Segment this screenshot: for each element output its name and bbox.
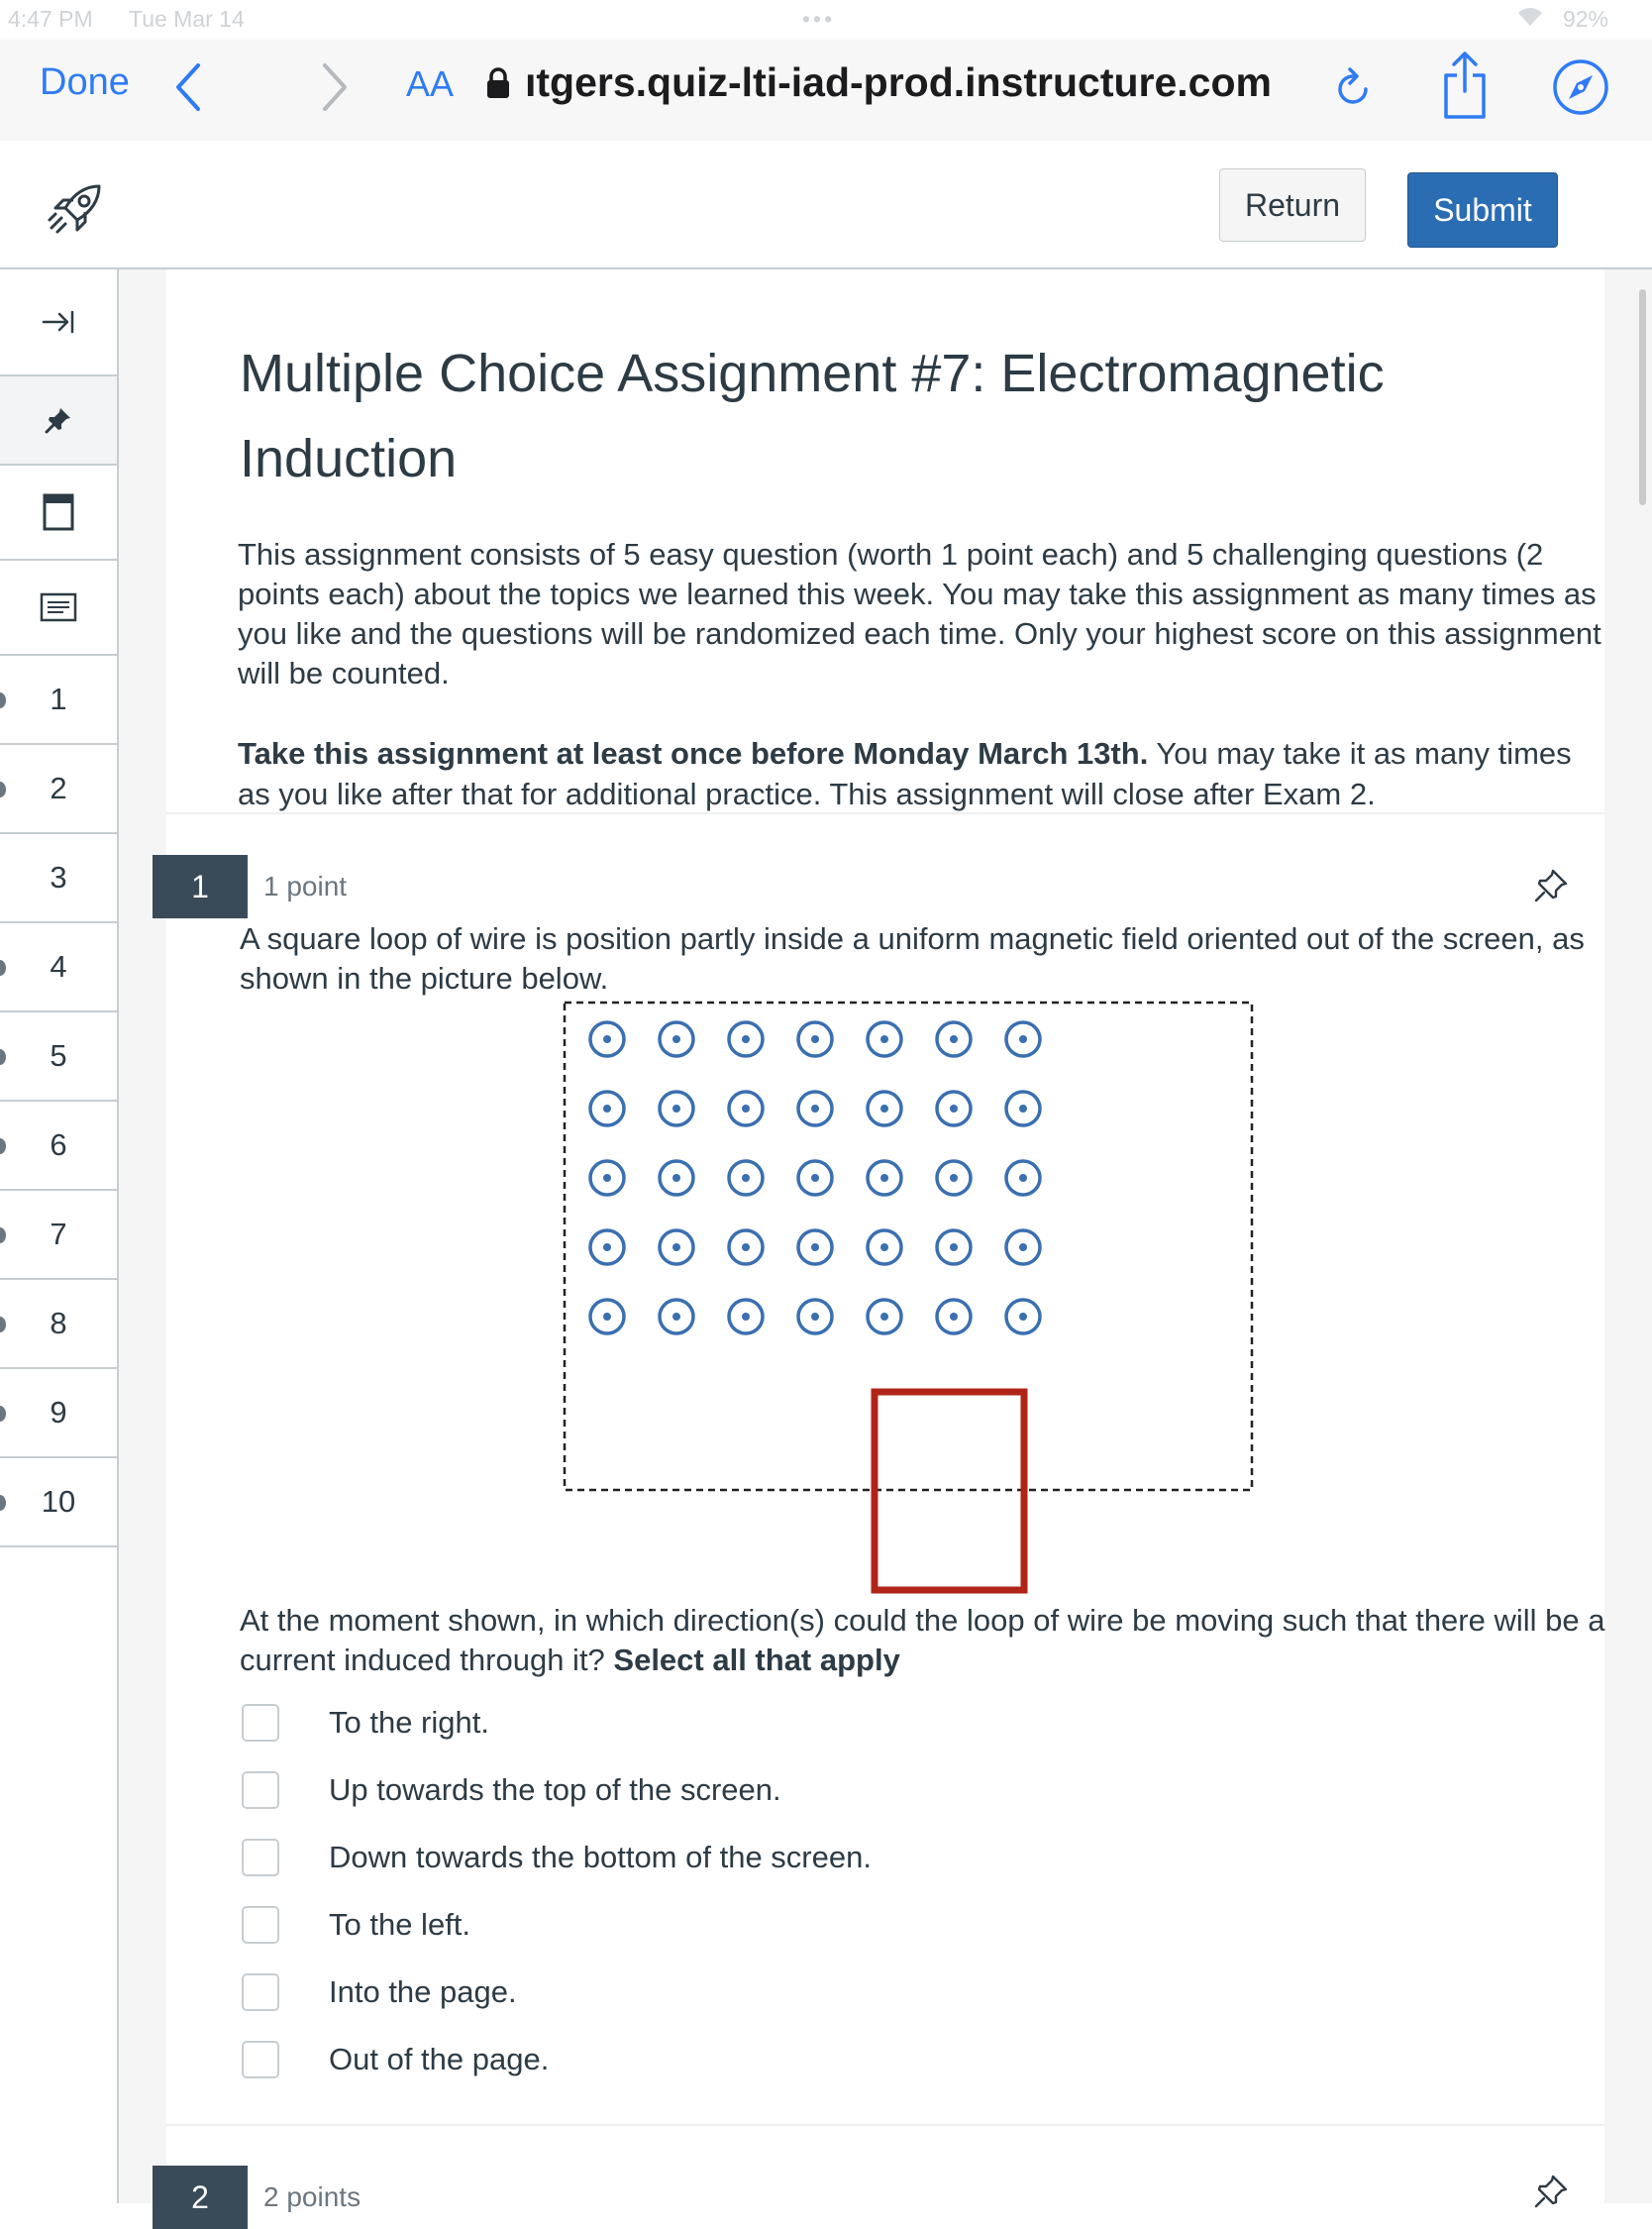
- answer-option[interactable]: [242, 2040, 549, 2079]
- field-out-of-page-symbol: [590, 1161, 624, 1195]
- quiz-header-bar: [0, 141, 1652, 269]
- field-out-of-page-symbol: [798, 1022, 832, 1056]
- sidebar-question-10[interactable]: [0, 1458, 117, 1547]
- field-out-of-page-symbol: [660, 1161, 693, 1195]
- section-divider: [166, 812, 1604, 814]
- answer-option[interactable]: [242, 1703, 489, 1743]
- sidebar-question-6[interactable]: [0, 1102, 117, 1191]
- field-out-of-page-symbol: [937, 1230, 971, 1264]
- browser-toolbar: [0, 40, 1652, 143]
- question-status-marker: [0, 1495, 6, 1511]
- option-label: To the left.: [329, 1907, 471, 1942]
- question-number: 2: [50, 771, 67, 805]
- question-status-marker: [0, 1227, 6, 1243]
- content-gutter: [1604, 269, 1652, 2203]
- option-checkbox[interactable]: [242, 1839, 279, 1876]
- sidebar-question-8[interactable]: [0, 1280, 117, 1369]
- option-checkbox[interactable]: [242, 1973, 279, 2011]
- sidebar-question-7[interactable]: [0, 1191, 117, 1280]
- option-label: To the right.: [329, 1705, 489, 1740]
- question-text: A square loop of wire is position partly inside a uniform magnetic field oriented out of the screen, as shown in the picture below.: [240, 921, 1585, 996]
- address-bar[interactable]: ıtgers.quiz-lti-iad-prod.instructure.com: [525, 59, 1272, 105]
- question-status-marker: [0, 1317, 6, 1332]
- pin-question-icon[interactable]: [1533, 2174, 1569, 2214]
- forward-arrow-icon[interactable]: [315, 57, 355, 122]
- field-out-of-page-symbol: [729, 1230, 763, 1264]
- status-bar: [0, 0, 1652, 40]
- sidebar-notes-button[interactable]: [0, 561, 117, 656]
- battery-level: 92%: [1562, 6, 1608, 32]
- option-label: Into the page.: [329, 1974, 517, 2009]
- question-number: 3: [50, 860, 67, 895]
- field-out-of-page-symbol: [729, 1300, 763, 1333]
- question-number: 6: [50, 1127, 67, 1162]
- field-out-of-page-symbol: [590, 1230, 624, 1264]
- option-checkbox[interactable]: [242, 1771, 279, 1809]
- field-out-of-page-symbol: [660, 1022, 693, 1056]
- option-label: Up towards the top of the screen.: [329, 1772, 781, 1807]
- text-size-button[interactable]: AA: [406, 63, 455, 104]
- field-out-of-page-symbol: [798, 1092, 832, 1125]
- assignment-instructions: This assignment consists of 5 easy question (worth 1 point each) and 5 challenging questions (2 points each) about the topics we learned this week. You may take this assignment as many times as you like and the questions will be randomized each time. Only your highest score on this assignment will be counted.: [238, 537, 1601, 690]
- field-out-of-page-symbol: [868, 1092, 901, 1125]
- field-out-of-page-symbol: [937, 1092, 971, 1125]
- sidebar-question-5[interactable]: [0, 1012, 117, 1102]
- question-status-marker: [0, 1406, 6, 1422]
- question-number: 8: [50, 1306, 67, 1340]
- field-out-of-page-symbol: [868, 1300, 901, 1333]
- question-number: 10: [41, 1484, 76, 1519]
- question-number-badge: 1: [153, 855, 248, 918]
- field-out-of-page-symbol: [937, 1300, 971, 1333]
- option-label: Out of the page.: [329, 2042, 550, 2076]
- field-out-of-page-symbol: [590, 1092, 624, 1125]
- multitasking-dots[interactable]: •••: [802, 6, 836, 32]
- assignment-deadline-note: [238, 733, 1604, 814]
- wifi-icon: [1515, 4, 1545, 34]
- question-prompt: [240, 1601, 1616, 1680]
- prompt-text: At the moment shown, in which direction(s) could the loop of wire be moving such that there will be a current induced through it?: [240, 1603, 1605, 1677]
- field-out-of-page-symbol: [660, 1230, 693, 1264]
- collapse-icon: [42, 310, 75, 334]
- share-icon[interactable]: [1440, 48, 1490, 126]
- question-status-marker: [0, 1049, 6, 1065]
- question-status-marker: [0, 692, 6, 708]
- field-out-of-page-symbol: [729, 1092, 763, 1125]
- calculator-icon: [43, 493, 74, 531]
- notes-icon: [40, 592, 77, 622]
- sidebar-question-4[interactable]: [0, 923, 117, 1012]
- points-label: 1 point: [263, 871, 348, 902]
- field-out-of-page-symbol: [729, 1161, 763, 1195]
- field-out-of-page-symbol: [590, 1022, 624, 1056]
- deadline-detail: You may take it as many times as you like after that for additional practice. This assignment will close after Exam 2.: [238, 736, 1572, 811]
- field-out-of-page-symbol: [660, 1092, 693, 1125]
- reload-icon[interactable]: [1332, 63, 1376, 118]
- section-divider: [166, 2124, 1604, 2126]
- question-number: 5: [50, 1038, 67, 1073]
- sidebar-question-3[interactable]: [0, 834, 117, 923]
- field-out-of-page-symbol: [937, 1022, 971, 1056]
- magnetic-field-figure: [555, 991, 1268, 1605]
- field-out-of-page-symbol: [798, 1300, 832, 1333]
- sidebar-question-2[interactable]: [0, 745, 117, 834]
- lock-icon: [485, 67, 511, 104]
- rocket-icon: [46, 180, 105, 245]
- select-all-instruction: Select all that apply: [613, 1643, 900, 1677]
- field-out-of-page-symbol: [1006, 1092, 1040, 1125]
- return-button[interactable]: Return: [1219, 168, 1366, 242]
- question-number: 7: [50, 1217, 67, 1251]
- compass-icon[interactable]: [1551, 57, 1610, 122]
- field-out-of-page-symbol: [798, 1230, 832, 1264]
- field-out-of-page-symbol: [729, 1022, 763, 1056]
- answer-option[interactable]: [242, 1770, 781, 1810]
- answer-option[interactable]: [242, 1972, 517, 2012]
- field-out-of-page-symbol: [1006, 1022, 1040, 1056]
- answer-option[interactable]: [242, 1838, 872, 1877]
- field-out-of-page-symbol: [660, 1300, 693, 1333]
- question-number: 9: [50, 1395, 67, 1430]
- deadline-text: Take this assignment at least once before Monday March 13th.: [238, 736, 1149, 771]
- pin-icon: [45, 406, 72, 434]
- sidebar-calculator-button[interactable]: [0, 466, 117, 561]
- option-checkbox[interactable]: [242, 1704, 279, 1742]
- option-checkbox[interactable]: [242, 2041, 279, 2078]
- field-out-of-page-symbol: [798, 1161, 832, 1195]
- field-out-of-page-symbol: [1006, 1161, 1040, 1195]
- sidebar-collapse-button[interactable]: [0, 269, 117, 376]
- question-number: 1: [50, 682, 67, 716]
- question-number: 4: [50, 949, 67, 984]
- done-button[interactable]: Done: [40, 61, 130, 103]
- field-out-of-page-symbol: [937, 1161, 971, 1195]
- question-number-badge: 2: [153, 2166, 248, 2229]
- back-arrow-icon[interactable]: [168, 57, 208, 122]
- question-status-marker: [0, 960, 6, 976]
- page-title: Multiple Choice Assignment #7: Electromagnetic Induction: [240, 344, 1385, 488]
- field-out-of-page-symbol: [1006, 1230, 1040, 1264]
- question-status-marker: [0, 782, 6, 797]
- sidebar-question-9[interactable]: [0, 1369, 117, 1458]
- points-label: 2 points: [263, 2181, 361, 2212]
- answer-option[interactable]: [242, 1905, 470, 1945]
- question-points: [248, 2166, 1478, 2229]
- question-navigation-sidebar: [0, 269, 119, 2203]
- option-checkbox[interactable]: [242, 1906, 279, 1944]
- field-out-of-page-symbol: [1006, 1300, 1040, 1333]
- field-out-of-page-symbol: [868, 1161, 901, 1195]
- field-out-of-page-symbol: [590, 1300, 624, 1333]
- sidebar-question-1[interactable]: [0, 656, 117, 745]
- submit-button[interactable]: Submit: [1407, 172, 1558, 248]
- page-scrollbar[interactable]: [1639, 289, 1646, 505]
- sidebar-pin-button[interactable]: [0, 376, 117, 466]
- pin-question-icon[interactable]: [1533, 868, 1569, 908]
- question-points: [248, 855, 1478, 918]
- status-date: Tue Mar 14: [129, 6, 245, 32]
- status-time: 4:47 PM: [8, 6, 93, 32]
- field-symbols: [590, 1022, 1040, 1333]
- field-region-border: [565, 1003, 1252, 1490]
- field-out-of-page-symbol: [868, 1022, 901, 1056]
- field-out-of-page-symbol: [868, 1230, 901, 1264]
- question-status-marker: [0, 1138, 6, 1154]
- option-label: Down towards the bottom of the screen.: [329, 1840, 872, 1874]
- content-gutter: [117, 269, 166, 2203]
